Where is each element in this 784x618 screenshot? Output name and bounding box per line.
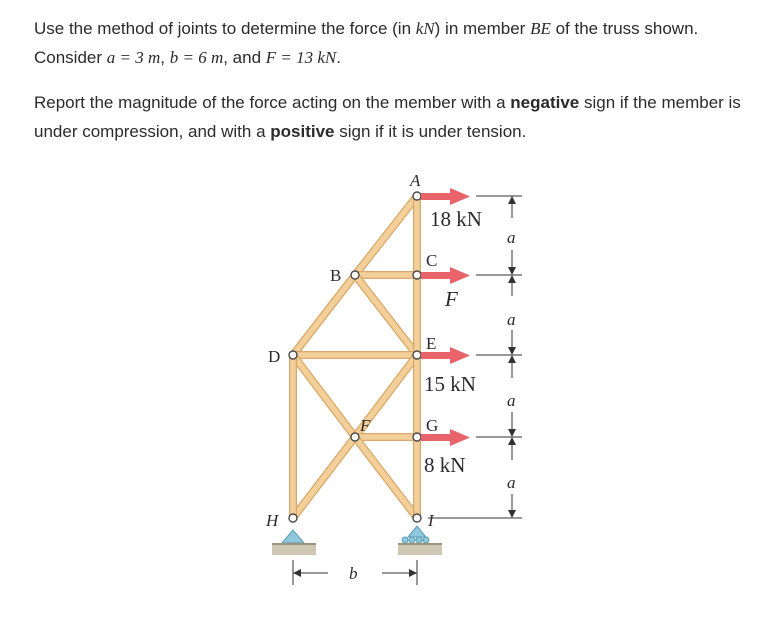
member-AB [355, 196, 417, 275]
joint-label-B: B [330, 266, 342, 285]
dim-label-b: b [349, 564, 358, 583]
dim-label-a-3: a [507, 391, 516, 410]
joint-E [413, 351, 421, 359]
member-BE [355, 275, 417, 355]
joint-label-F: F [360, 416, 371, 435]
positive-keyword: positive [270, 122, 335, 141]
unit-kn: kN [415, 19, 435, 38]
joint-B [351, 271, 359, 279]
joint-label-I: I [428, 511, 434, 530]
joint-I [413, 514, 421, 522]
member-FI [355, 437, 417, 518]
joint-label-D: D [268, 347, 281, 366]
dim-label-a-1: a [507, 228, 516, 247]
force-label-F: F [445, 287, 458, 311]
joint-label-G: G [426, 416, 439, 435]
force-arrow-18kn [421, 188, 470, 205]
force-label-8kn: 8 kN [424, 453, 466, 477]
member-FH [293, 437, 355, 518]
joint-F [351, 433, 359, 441]
member-name: BE [530, 19, 551, 38]
joint-D [289, 351, 297, 359]
member-DF [293, 355, 355, 437]
force-label-15kn: 15 kN [424, 372, 476, 396]
problem-statement: Use the method of joints to determine the force (in kN) in member BE of the truss shown. Consider a = 3 m, b = 6 m, and F = 13 kN. [34, 19, 699, 67]
joint-H [289, 514, 297, 522]
joint-A [413, 192, 421, 200]
dim-label-a-2: a [507, 310, 516, 329]
joint-label-C: C [426, 251, 438, 270]
a-value: a = 3 m [106, 48, 161, 67]
joint-label-A: A [410, 171, 421, 190]
instruction-text: Report the magnitude of the force acting on the member with a negative sign if the member is under compression, and with a positive sign if it is under tension. [34, 93, 741, 141]
joint-C [413, 271, 421, 279]
truss-members [293, 196, 417, 518]
joint-G [413, 433, 421, 441]
force-label-18kn: 18 kN [430, 207, 482, 231]
b-value: b = 6 m [169, 48, 224, 67]
dim-label-a-4: a [507, 473, 516, 492]
member-BD [293, 275, 355, 355]
right-roller-support [398, 526, 442, 555]
joint-label-H: H [266, 511, 279, 530]
F-value: F = 13 kN [265, 48, 337, 67]
joint-label-E: E [426, 334, 437, 353]
negative-keyword: negative [510, 93, 580, 112]
left-support [272, 530, 316, 555]
